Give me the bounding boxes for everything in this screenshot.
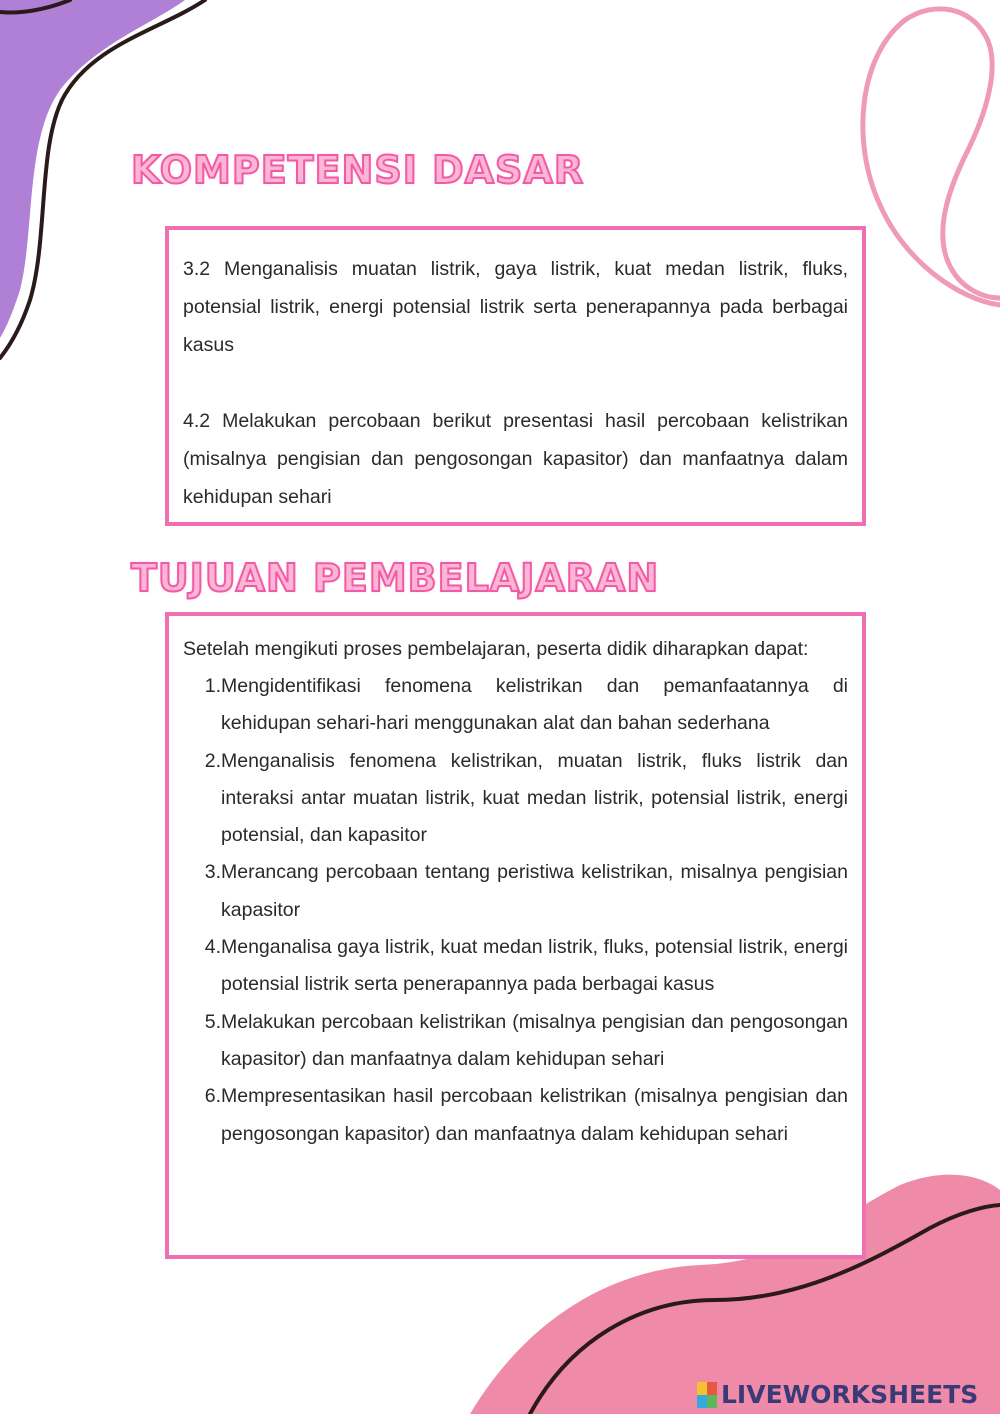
goal-number: 1. [204,675,221,697]
goal-item [183,1004,848,1079]
goal-number: 3. [204,861,221,884]
kd-item-4-2: 4.2 Melakukan percobaan berikut presentasi hasil percobaan kelistrikan (misalnya pengisian dan pengosongan kapasitor) dan manfaatnya dalam kehidupan sehari [183,410,848,508]
spacer [183,364,848,402]
tujuan-pembelajaran-heading: TUJUAN PEMBELAJARAN [131,556,660,600]
goal-text: Merancang percobaan tentang peristiwa kelistrikan, misalnya pengisian kapasitor [221,861,848,921]
tujuan-pembelajaran-box [165,612,866,1259]
goal-number: 2. [204,749,221,772]
goal-text: Mengidentifikasi fenomena kelistrikan dan pemanfaatannya di kehidupan sehari-hari menggunakan alat dan bahan sederhana [221,675,848,735]
goal-number: 5. [204,1010,221,1033]
kompetensi-dasar-box [165,226,866,526]
tp-intro: Setelah mengikuti proses pembelajaran, peserta didik diharapkan dapat: [183,638,809,660]
goal-item [183,929,848,1004]
goal-item [183,668,848,743]
liveworksheets-watermark [697,1380,978,1409]
goal-item [183,743,848,855]
goal-text: Melakukan percobaan kelistrikan (misalnya pengisian dan pengosongan kapasitor) dan manfaatnya dalam kehidupan sehari [221,1010,848,1070]
goal-item [183,1078,848,1153]
goal-item [183,854,848,929]
kd-item-3-2: 3.2 Menganalisis muatan listrik, gaya listrik, kuat medan listrik, fluks, potensial listrik, energi potensial listrik serta penerapannya pada berbagai kasus [183,258,848,356]
goal-text: Menganalisa gaya listrik, kuat medan listrik, fluks, potensial listrik, energi potensial listrik serta penerapannya pada berbagai kasus [221,936,848,996]
goal-list [183,668,848,1153]
liveworksheets-logo-icon [697,1382,717,1408]
pink-loop [863,9,1000,305]
goal-number: 4. [204,936,221,959]
goal-text: Menganalisis fenomena kelistrikan, muatan listrik, fluks listrik dan interaksi antar muatan listrik, kuat medan listrik, potensial listrik, energi potensial, dan kapasitor [221,749,848,847]
kompetensi-dasar-heading: KOMPETENSI DASAR [131,148,585,192]
goal-text: Mempresentasikan hasil percobaan kelistrikan (misalnya pengisian dan pengosongan kapasitor) dan manfaatnya dalam kehidupan sehari [221,1085,848,1145]
liveworksheets-wordmark: LIVEWORKSHEETS [721,1380,979,1409]
goal-number: 6. [204,1085,221,1108]
